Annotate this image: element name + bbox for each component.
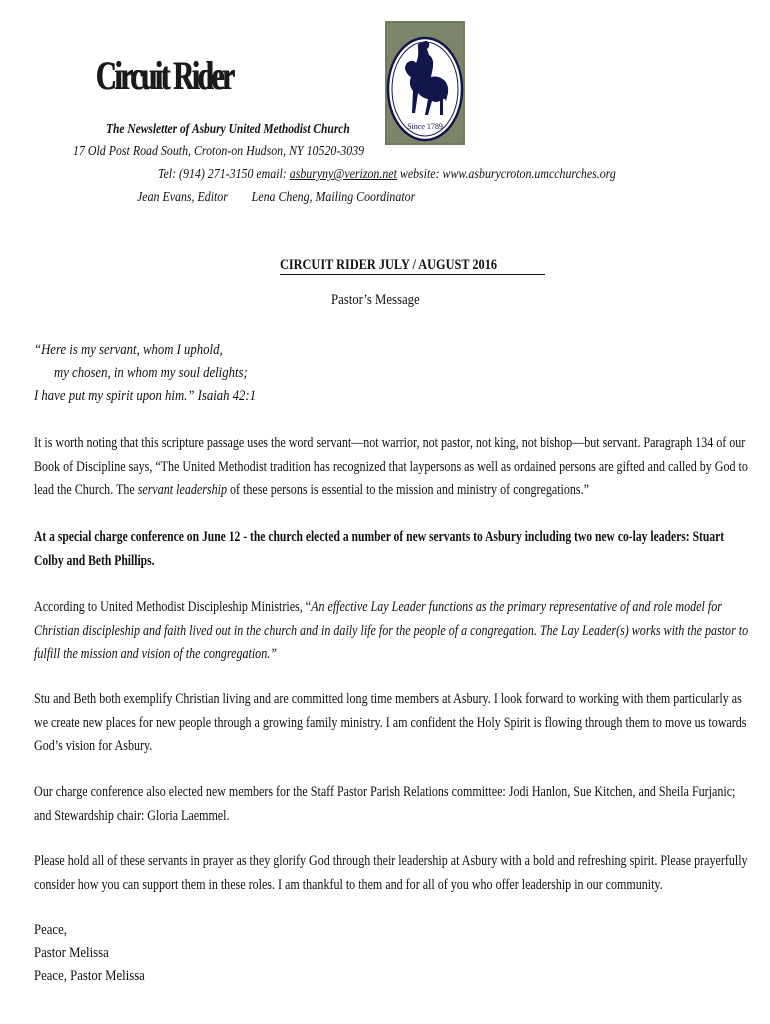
- masthead-staff: [137, 190, 464, 206]
- coordinator-name: Lena Cheng, Mailing Coordinator: [251, 190, 416, 205]
- paragraph-4: Stu and Beth both exemplify Christian living and are committed long time members at Asbury. I look forward to working with them particularly as we create new places for new people through a growing family ministry. I am confident the Holy Spirit is flowing through them to move us towards God’s vision for Asbury.: [34, 691, 747, 754]
- paragraph-5: Our charge conference also elected new members for the Staff Pastor Parish Relations committee: Jodi Hanlon, Sue Kitchen, and Sheila Furjanic; and Stewardship chair: Gloria Laemmel.: [34, 784, 736, 824]
- paragraph-2: At a special charge conference on June 12 - the church elected a number of new servants to Asbury including two new co-lay leaders: Stuart Colby and Beth Phillips.: [34, 529, 725, 569]
- masthead-address: 17 Old Post Road South, Croton-on Hudson, NY 10520-3039: [73, 144, 365, 159]
- contact-prefix: Tel: (914) 271-3150 email:: [158, 167, 290, 182]
- masthead-contact: [158, 167, 697, 183]
- logo-since-text: Since 1789: [407, 122, 443, 131]
- newsletter-title: Circuit Rider: [96, 53, 233, 98]
- scripture-line-2: my chosen, in whom my soul delights;: [54, 365, 248, 381]
- paragraph-1: It is worth noting that this scripture passage uses the word servant—not warrior, not pastor, not king, not bishop—but servant. Paragraph 134 of our Book of Discipline says, “The United Methodist tradition has recognized that laypersons as well as ordained persons are gifted and called by God to lead the Church. The servant leadership of these persons is essential to the mission and ministry of congregations.”: [34, 435, 748, 498]
- section-subheading: Pastor’s Message: [331, 292, 420, 308]
- scripture-line-1: “Here is my servant, whom I uphold,: [34, 342, 223, 358]
- editor-name: Jean Evans, Editor: [137, 190, 228, 205]
- email-link[interactable]: asburyny@verizon.net: [289, 167, 397, 182]
- closing-line-2: Pastor Melissa: [34, 945, 109, 961]
- closing-line-1: Peace,: [34, 922, 67, 938]
- website-text: website: www.asburycroton.umcchurches.org: [396, 167, 616, 182]
- scripture-line-3: I have put my spirit upon him.” Isaiah 42:1: [34, 388, 257, 404]
- closing-line-3: Peace, Pastor Melissa: [34, 968, 145, 984]
- paragraph-6: Please hold all of these servants in prayer as they glorify God through their leadership at Asbury with a bold and refreshing spirit. Please prayerfully consider how you can support them in these roles. I am thankful to them and for all of you who offer leadership in our community.: [34, 853, 748, 893]
- paragraph-3: According to United Methodist Discipleship Ministries, “An effective Lay Leader functions as the primary representative of and role model for Christian discipleship and faith lived out in the church and in daily life for the people of a congregation. The Lay Leader(s) works with the pastor to fulfill the mission and vision of the congregation.”: [34, 599, 749, 662]
- masthead-subtitle: The Newsletter of Asbury United Methodist Church: [106, 121, 350, 136]
- horse-rider-logo: [385, 21, 465, 145]
- issue-heading: CIRCUIT RIDER JULY / AUGUST 2016: [280, 257, 545, 275]
